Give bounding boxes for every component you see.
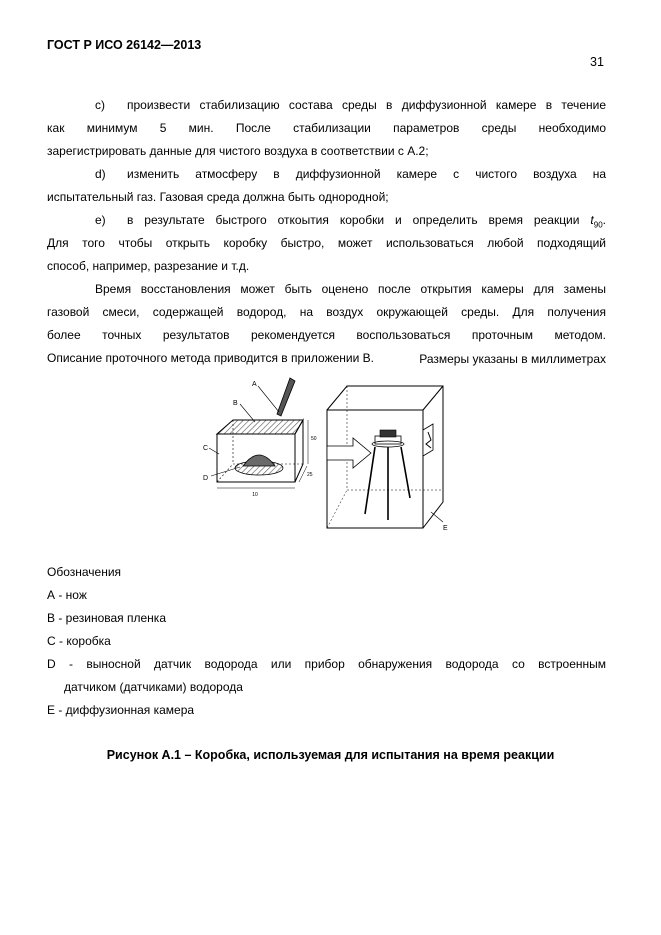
- list-item-d-line1: d) изменить атмосферу в диффузионной камере с чистого воздуха на: [47, 163, 606, 186]
- list-marker-c: c): [95, 98, 105, 112]
- label-D: D: [203, 475, 209, 482]
- legend-title: Обозначения: [47, 565, 122, 579]
- legend-item-c: С - коробка: [47, 634, 111, 648]
- label-E: E: [443, 525, 448, 532]
- t90-symbol: t: [590, 213, 594, 227]
- paragraph-line3: более точных результатов рекомендуется воспользоваться проточным методом.: [47, 328, 606, 342]
- list-marker-e: e): [95, 213, 106, 227]
- paragraph-line1: Время восстановления может быть оценено после открытия камеры для замены: [95, 282, 606, 296]
- legend-item-e: Е - диффузионная камера: [47, 703, 195, 717]
- units-note: Размеры указаны в миллиметрах: [419, 352, 606, 366]
- list-item-c-line3: зарегистрировать данные для чистого воздуха в соответствии с А.2;: [47, 144, 429, 158]
- label-B: B: [233, 400, 238, 407]
- dim-height: 50: [311, 436, 317, 442]
- legend-item-d: D - выносной датчик водорода или прибор обнаружения водорода со встроенным: [47, 657, 606, 671]
- figure-caption: Рисунок А.1 – Коробка, используемая для испытания на время реакции: [106, 748, 555, 762]
- figure-box-and-chamber: [195, 372, 455, 537]
- dim-depth: 25: [307, 472, 313, 478]
- label-C: C: [203, 445, 209, 452]
- label-A: A: [252, 381, 257, 388]
- dim-width: 10: [252, 492, 258, 498]
- paragraph-line4: Описание проточного метода приводится в приложении В.: [47, 351, 374, 365]
- t90-subscript: 90: [593, 220, 603, 230]
- list-item-d-line2: испытательный газ. Газовая среда должна быть однородной;: [47, 190, 389, 204]
- list-item-e-line3: способ, например, разрезание и т.д.: [47, 259, 250, 273]
- list-item-e-line2: Для того чтобы открыть коробку быстро, может использоваться любой подходящий: [47, 236, 606, 250]
- document-header: ГОСТ Р ИСО 26142—2013: [47, 38, 202, 52]
- list-item-c-line2: как минимум 5 мин. После стабилизации параметров среды необходимо: [47, 121, 606, 135]
- test-box-drawing: [203, 378, 317, 498]
- legend-item-b: В - резиновая пленка: [47, 611, 166, 625]
- list-marker-d: d): [95, 167, 106, 181]
- list-item-c-line1: c) произвести стабилизацию состава среды в диффузионной камере в течение: [47, 94, 606, 117]
- diffusion-chamber-drawing: [327, 386, 448, 532]
- legend-item-d-cont: датчиком (датчиками) водорода: [64, 680, 243, 694]
- list-item-e-line1: e) в результате быстрого откоытия коробки и определить время реакции $t_{90}$.: [47, 209, 606, 236]
- page-number: 31: [590, 55, 604, 69]
- legend-item-a: А - нож: [47, 588, 87, 602]
- paragraph-line2: газовой смеси, содержащей водород, на воздух окружающей среды. Для получения: [47, 305, 606, 319]
